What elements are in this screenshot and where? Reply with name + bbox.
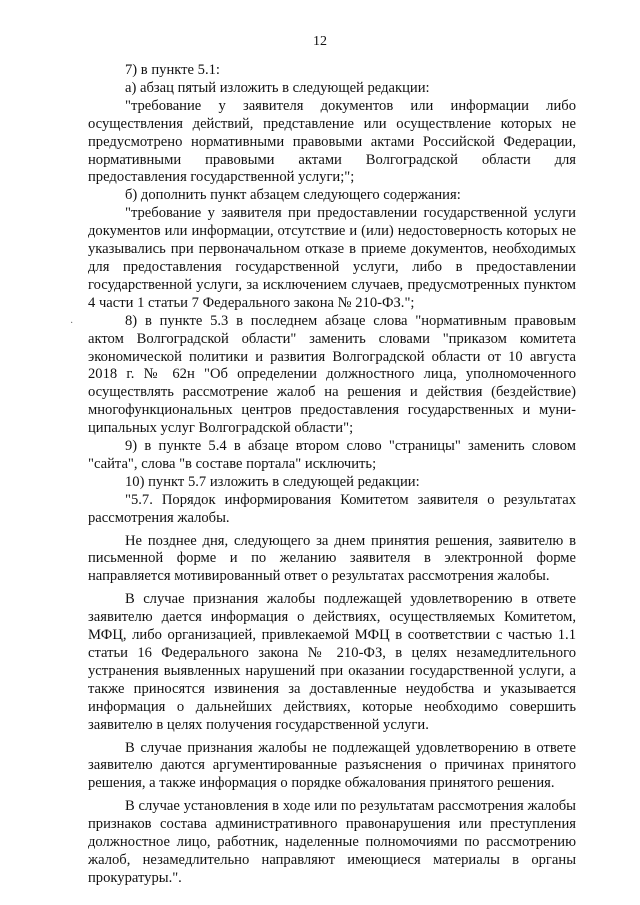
paragraph-response-deadline: Не позднее дня, следующего за днем принятия решения, заявителю в письменной форме и по желанию заявителя в электронной форме направляется мотивированный ответ о результатах рассмотрения жалобы.: [88, 532, 576, 585]
document-body: [88, 62, 576, 888]
paragraph-subitem-b: б) дополнить пункт абзацем следующего содержания:: [125, 187, 461, 204]
paragraph-section-5-7-title: "5.7. Порядок информирования Комитетом заявителя о результатах рассмотрения жалобы.: [88, 491, 576, 526]
paragraph-item-10: 10) пункт 5.7 изложить в следующей редакции:: [125, 473, 420, 490]
paragraph-item-9: 9) в пункте 5.4 в абзаце втором слово "страницы" заменить словом "сайта", слова "в составе портала" исключить;: [88, 438, 576, 472]
paragraph-complaint-rejected: В случае признания жалобы не подлежащей удовлетворению в ответе заявителю даются аргументированные разъяснения о причинах принятого решения, а также информация о порядке обжалования принятого решения.: [88, 739, 576, 792]
paragraph-quote-requirement-1: "требование у заявителя документов или информации либо осуществления действий, представление или осуществление которых не предусмотрено нормативными правовыми актами Российской Федерации, нормативными правовыми актами Волгоградской области для предоставления государственной услуги;";: [88, 97, 576, 186]
page-number: 12: [313, 34, 327, 49]
paragraph-item-8: 8) в пункте 5.3 в последнем абзаце слова "нормативным правовым актом Волгоградской области" заменить словами "приказом комитета экономической политики и развития Волгоградской области от 10 августа 2018 г. № 62н "Об определении должностного лица, уполномоченного осуществлять рассмотрение жалоб на решения и действия (бездействие) многофункциональных центров предоставления государственных и муниципальных услуг Волгоградской области";: [88, 312, 576, 437]
paragraph-complaint-satisfied: В случае признания жалобы подлежащей удовлетворению в ответе заявителю дается информация о действиях, осуществляемых Комитетом, МФЦ, либо организацией, привлекаемой МФЦ в соответствии с частью 1.1 статьи 16 Федерального закона № 210-ФЗ, в целях незамедлительного устранения выявленных нарушений при оказании государственной услуги, а также приносятся извинения за доставленные неудобства и указывается информация о дальнейших действиях, которые необходимо совершить заявителю в целях получения государственной услуги.: [88, 591, 576, 733]
paragraph-quote-requirement-2: "требование у заявителя при предоставлении государственной услуги документов или информации, отсутствие и (или) недостоверность которых не указывались при первоначальном отказе в приеме документов, необходимых для предоставления государственной услуги, либо в предоставлении государственной услуги, за исключением случаев, предусмотренных пунктом 4 части 1 статьи 7 Федерального закона № 210-ФЗ.";: [88, 205, 576, 311]
paragraph-subitem-a: а) абзац пятый изложить в следующей редакции:: [125, 79, 430, 96]
paragraph-item-7: 7) в пункте 5.1:: [125, 62, 220, 78]
paragraph-offense-referral: В случае установления в ходе или по результатам рассмотрения жалобы признаков состава административного правонарушения или преступления должностное лицо, работник, наделенные полномочиями по рассмотрению жалоб, незамедлительно направляют имеющиеся материалы в органы прокуратуры.".: [88, 798, 576, 886]
scan-mark: ·: [70, 318, 74, 329]
